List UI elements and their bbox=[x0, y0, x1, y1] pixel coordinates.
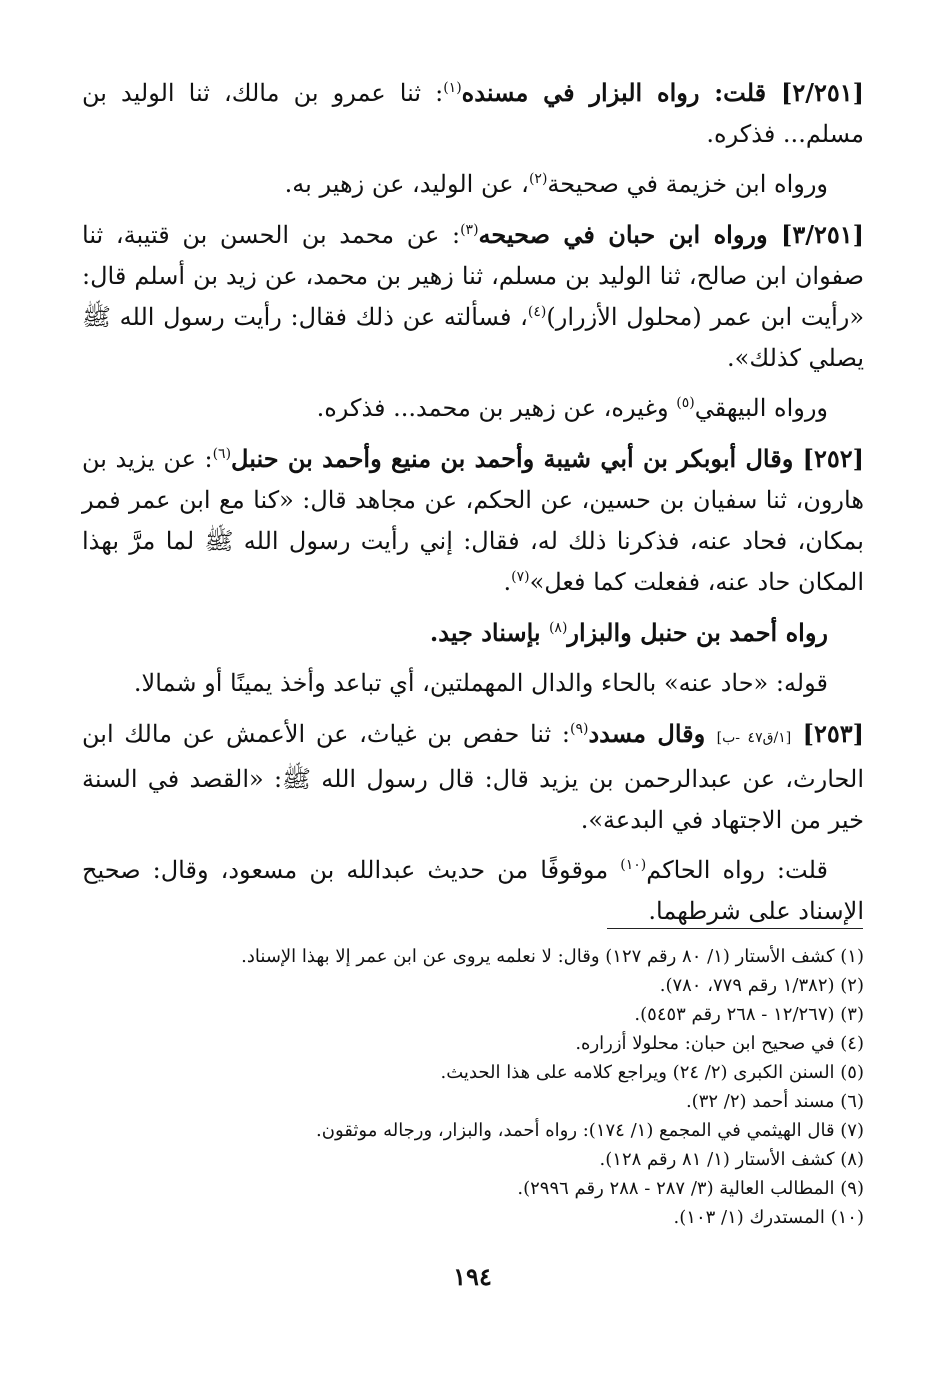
page-number: ١٩٤ bbox=[453, 1262, 492, 1291]
paragraph-p252b bbox=[82, 612, 864, 654]
text-segment: : عن محمد بن الحسن بن قتيبة، ثنا صفوان ابن صالح، ثنا الوليد بن مسلم، ثنا زهير بن محمد، عن زيد بن أسلم قال: «رأيت ابن عمر (محلول الأزرار) bbox=[82, 221, 865, 331]
footnote-8: (٨) كشف الأستار (١/ ٨١ رقم ١٢٨). bbox=[599, 1149, 864, 1170]
footnote-10: (١٠) المستدرك (١/ ١٠٣). bbox=[673, 1207, 864, 1228]
footnote-ref: (٨) bbox=[548, 620, 568, 636]
text-segment: ورواه ابن خزيمة في صحيحة bbox=[547, 170, 828, 198]
footnote-ref: (٣) bbox=[460, 222, 479, 238]
text-segment: رواه أحمد بن حنبل والبزار bbox=[567, 618, 828, 647]
paragraph-p251-3b bbox=[82, 388, 864, 429]
text-segment: ، فسألته عن ذلك فقال: رأيت رسول الله ﷺ يصلي كذلك». bbox=[82, 303, 864, 372]
footnote-1: (١) كشف الأستار (١/ ٨٠ رقم ١٢٧) وقال: لا نعلمه يروى عن ابن عمر إلا بهذا الإسناد. bbox=[241, 946, 864, 967]
text-segment: : عن يزيد بن هارون، ثنا سفيان بن حسين، عن الحكم، عن مجاهد قال: «كنا مع ابن عمر فمر بمكان، فحاد عنه، فذكرنا ذلك له، فقال: إني رأيت رسول الله ﷺ لما مرَّ بهذا المكان حاد عنه، ففعلت كما فعل» bbox=[82, 445, 864, 596]
footnote-ref: (٢) bbox=[528, 171, 548, 187]
text-segment: ورواه البيهقي bbox=[694, 394, 828, 422]
footnote-7: (٧) قال الهيثمي في المجمع (١/ ١٧٤): رواه أحمد، والبزار، ورجاله موثقون. bbox=[316, 1120, 864, 1141]
footnote-4: (٤) في صحيح ابن حبان: محلولا أزراره. bbox=[575, 1033, 864, 1054]
paragraph-p252c bbox=[82, 663, 864, 704]
text-segment: [٣/٢٥١] ورواه ابن حبان في صحيحه bbox=[478, 220, 864, 249]
text-segment: بإسناد جيد. bbox=[429, 618, 549, 647]
footnote-ref: (٥) bbox=[676, 395, 695, 411]
footnote-ref: (٧) bbox=[511, 569, 530, 585]
text-segment: قلت: رواه الحاكم bbox=[646, 856, 829, 884]
text-segment: وقال مسدد bbox=[588, 719, 717, 748]
footnote-9: (٩) المطالب العالية (٣/ ٢٨٧ - ٢٨٨ رقم ٢٩٩٦). bbox=[517, 1178, 864, 1199]
footnote-divider bbox=[607, 928, 863, 929]
paragraph-p251-2b bbox=[82, 164, 864, 205]
text-segment: ، عن الوليد، عن زهير به. bbox=[284, 170, 529, 198]
main-text bbox=[82, 72, 864, 941]
footnote-ref: (١) bbox=[443, 80, 462, 96]
paragraph-p252 bbox=[82, 438, 864, 603]
text-segment: [٢٥٢] وقال أبوبكر بن أبي شيبة وأحمد بن منيع وأحمد بن حنبل bbox=[231, 444, 864, 473]
paragraph-p253b bbox=[82, 850, 864, 932]
paragraph-p253 bbox=[82, 713, 864, 841]
text-segment: موقوفًا من حديث عبدالله بن مسعود، وقال: صحيح الإسناد على شرطهما. bbox=[82, 856, 864, 925]
footnote-ref: (٤) bbox=[527, 304, 547, 320]
text-segment: . bbox=[503, 568, 512, 596]
text-segment: : ثنا حفص بن غياث، عن الأعمش عن مالك ابن الحارث، عن عبدالرحمن بن يزيد قال: قال رسول الله ﷺ: «القصد في السنة خير من الاجتهاد في البدعة». bbox=[82, 720, 864, 834]
text-segment: [١/ق٤٧ -ب] bbox=[716, 730, 792, 746]
footnote-ref: (٦) bbox=[212, 446, 232, 462]
footnote-6: (٦) مسند أحمد (٢/ ٣٢). bbox=[685, 1091, 864, 1112]
footnote-ref: (٩) bbox=[569, 721, 589, 737]
footnote-3: (٣) (١٢/٢٦٧ - ٢٦٨ رقم ٥٤٥٣). bbox=[634, 1004, 864, 1025]
footnote-ref: (١٠) bbox=[620, 857, 647, 873]
text-segment: [٢/٢٥١] قلت: رواه البزار في مسنده bbox=[461, 78, 864, 107]
paragraph-p251-3 bbox=[82, 214, 864, 379]
footnote-5: (٥) السنن الكبرى (٢/ ٢٤) ويراجع كلامه على هذا الحديث. bbox=[440, 1062, 864, 1083]
paragraph-p251-2 bbox=[82, 72, 864, 155]
text-segment: وغيره، عن زهير بن محمد... فذكره. bbox=[316, 394, 677, 422]
text-segment: : ثنا عمرو بن مالك، ثنا الوليد بن مسلم... فذكره. bbox=[82, 79, 864, 148]
footnotes bbox=[82, 942, 864, 1232]
text-segment: [٢٥٣] bbox=[791, 719, 864, 748]
footnote-2: (٢) (١/٣٨٢ رقم ٧٧٩، ٧٨٠). bbox=[659, 975, 864, 996]
text-segment: قوله: «حاد عنه» بالحاء والدال المهملتين، أي تباعد وأخذ يمينًا أو شمالا. bbox=[133, 669, 828, 697]
